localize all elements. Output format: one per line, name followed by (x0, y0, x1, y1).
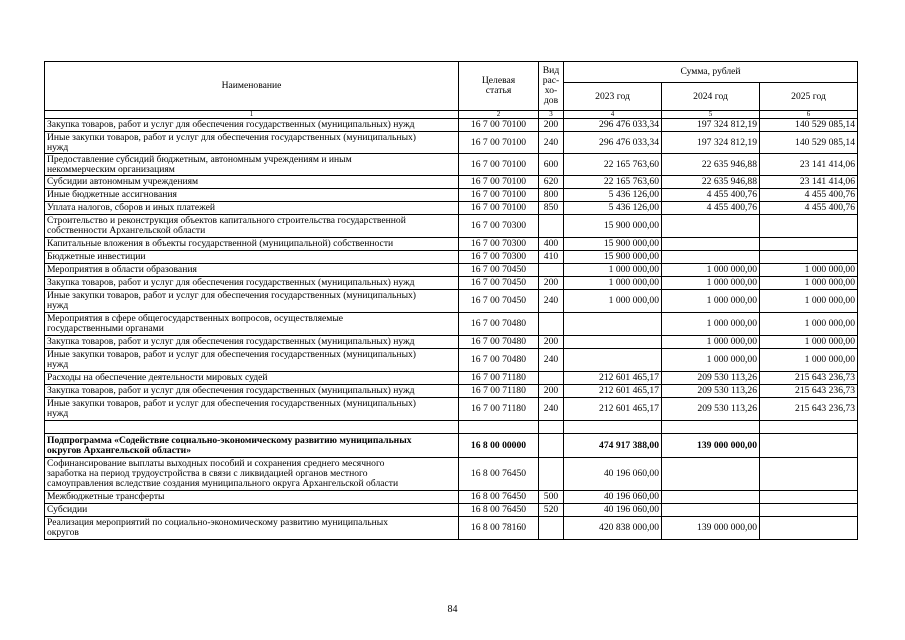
row-expense-kind: 400 (539, 238, 564, 251)
row-name-line: Мероприятия в сфере общегосударственных вопросов, осуществляемые (47, 314, 344, 324)
row-name-line: Закупка товаров, работ и услуг для обеспечения государственных (муниципальных) нужд (47, 278, 415, 288)
row-expense-kind (539, 372, 564, 385)
row-sum-2024: 209 530 113,26 (662, 372, 760, 385)
row-sum-2024 (662, 504, 760, 517)
row-name-line: Иные закупки товаров, работ и услуг для обеспечения государственных (муниципальных) (47, 291, 417, 301)
row-sum-2024: 139 000 000,00 (662, 434, 760, 458)
row-name-line: Закупка товаров, работ и услуг для обеспечения государственных (муниципальных) нужд (47, 120, 415, 130)
row-expense-kind (539, 458, 564, 491)
row-sum-2023: 1 000 000,00 (564, 290, 662, 313)
row-name (45, 517, 459, 540)
row-sum-2025: 215 643 236,73 (760, 398, 858, 421)
row-expense-kind: 200 (539, 277, 564, 290)
table-row (45, 336, 858, 349)
row-name (45, 215, 459, 238)
row-expense-kind: 200 (539, 119, 564, 132)
row-name (45, 434, 459, 458)
row-target-article: 16 7 00 70100 (459, 189, 539, 202)
row-target-article: 16 8 00 78160 (459, 517, 539, 540)
header-kind-line-4: дов (543, 95, 559, 106)
row-expense-kind: 600 (539, 154, 564, 176)
row-sum-2024: 1 000 000,00 (662, 336, 760, 349)
row-name-line: округов (47, 528, 79, 538)
row-sum-2025 (760, 215, 858, 238)
header-year-2025: 2025 год (760, 83, 858, 111)
row-sum-2024: 22 635 946,88 (662, 176, 760, 189)
colnum-1: 1 (45, 111, 459, 119)
header-target-line-2: статья (485, 85, 512, 96)
row-sum-2025: 140 529 085,14 (760, 119, 858, 132)
row-target-article: 16 7 00 70450 (459, 277, 539, 290)
row-sum-2024: 209 530 113,26 (662, 398, 760, 421)
row-sum-2023: 212 601 465,17 (564, 372, 662, 385)
row-sum-2025 (760, 491, 858, 504)
row-target-article: 16 7 00 70450 (459, 290, 539, 313)
row-sum-2024 (662, 251, 760, 264)
table-row (45, 202, 858, 215)
table-row (45, 238, 858, 251)
page-number: 84 (447, 604, 458, 615)
row-name (45, 189, 459, 202)
row-name (45, 385, 459, 398)
row-target-article: 16 7 00 70100 (459, 154, 539, 176)
row-name (45, 176, 459, 189)
row-sum-2023 (564, 313, 662, 336)
row-target-article: 16 7 00 70480 (459, 313, 539, 336)
row-name-line: Расходы на обеспечение деятельности мировых судей (47, 373, 268, 383)
row-sum-2025: 1 000 000,00 (760, 313, 858, 336)
row-sum-2023: 5 436 126,00 (564, 189, 662, 202)
table-row (45, 290, 858, 313)
row-expense-kind (539, 517, 564, 540)
row-sum-2025: 140 529 085,14 (760, 132, 858, 154)
row-name (45, 336, 459, 349)
row-name (45, 491, 459, 504)
row-sum-2025 (760, 458, 858, 491)
row-name-line: Капитальные вложения в объекты государственной (муниципальной) собственности (47, 239, 394, 249)
row-target-article: 16 7 00 70450 (459, 264, 539, 277)
row-sum-2024 (662, 215, 760, 238)
row-name-line: Иные закупки товаров, работ и услуг для обеспечения государственных (муниципальных) (47, 132, 417, 143)
table-row (45, 154, 858, 176)
row-sum-2023: 296 476 033,34 (564, 132, 662, 154)
row-name (45, 398, 459, 421)
table-row (45, 176, 858, 189)
row-name-line: заработка на период трудоустройства в связи с ликвидацией органов местного (47, 469, 368, 479)
row-sum-2025 (760, 421, 858, 434)
row-expense-kind (539, 215, 564, 238)
row-sum-2024: 197 324 812,19 (662, 119, 760, 132)
row-expense-kind: 200 (539, 336, 564, 349)
table-row (45, 119, 858, 132)
row-expense-kind: 620 (539, 176, 564, 189)
row-target-article: 16 7 00 70300 (459, 215, 539, 238)
row-expense-kind (539, 313, 564, 336)
table-row (45, 264, 858, 277)
row-expense-kind: 500 (539, 491, 564, 504)
row-target-article: 16 7 00 70100 (459, 119, 539, 132)
table-row (45, 421, 858, 434)
header-kind-line-1: Вид (542, 65, 560, 76)
table-row (45, 277, 858, 290)
row-name-line: Иные закупки товаров, работ и услуг для обеспечения государственных (муниципальных) (47, 399, 417, 409)
colnum-3: 3 (539, 111, 564, 119)
row-name-line: некоммерческим организациям (47, 164, 175, 175)
row-name (45, 458, 459, 491)
row-name-line: собственности Архангельской области (47, 226, 206, 236)
row-sum-2025: 4 455 400,76 (760, 189, 858, 202)
row-sum-2025: 1 000 000,00 (760, 277, 858, 290)
row-name-line: Закупка товаров, работ и услуг для обеспечения государственных (муниципальных) нужд (47, 386, 415, 396)
row-sum-2023 (564, 336, 662, 349)
row-sum-2025: 1 000 000,00 (760, 349, 858, 372)
table-row (45, 398, 858, 421)
row-target-article: 16 7 00 70100 (459, 176, 539, 189)
row-sum-2024: 1 000 000,00 (662, 264, 760, 277)
row-sum-2023: 40 196 060,00 (564, 491, 662, 504)
row-name-line: Закупка товаров, работ и услуг для обеспечения государственных (муниципальных) нужд (47, 337, 415, 347)
row-sum-2024: 1 000 000,00 (662, 313, 760, 336)
row-expense-kind: 410 (539, 251, 564, 264)
row-target-article: 16 7 00 70480 (459, 336, 539, 349)
row-name (45, 202, 459, 215)
row-sum-2024 (662, 458, 760, 491)
row-expense-kind (539, 421, 564, 434)
row-name (45, 504, 459, 517)
row-sum-2023: 474 917 388,00 (564, 434, 662, 458)
row-name (45, 132, 459, 154)
row-sum-2025 (760, 434, 858, 458)
header-year-2024: 2024 год (662, 83, 760, 111)
row-name-line: Уплата налогов, сборов и иных платежей (47, 203, 216, 213)
row-sum-2024: 4 455 400,76 (662, 189, 760, 202)
colnum-5: 5 (662, 111, 760, 119)
row-sum-2024 (662, 238, 760, 251)
table-row (45, 517, 858, 540)
row-expense-kind: 240 (539, 398, 564, 421)
row-sum-2025: 23 141 414,06 (760, 154, 858, 176)
row-expense-kind: 800 (539, 189, 564, 202)
row-target-article: 16 7 00 70480 (459, 349, 539, 372)
row-name-line: нужд (47, 409, 69, 419)
budget-table (44, 61, 858, 540)
row-sum-2025: 4 455 400,76 (760, 202, 858, 215)
row-expense-kind: 850 (539, 202, 564, 215)
row-expense-kind: 200 (539, 385, 564, 398)
row-sum-2023: 212 601 465,17 (564, 385, 662, 398)
row-target-article: 16 7 00 71180 (459, 372, 539, 385)
row-expense-kind: 240 (539, 132, 564, 154)
row-name (45, 290, 459, 313)
header-name: Наименование (45, 62, 459, 111)
row-expense-kind (539, 264, 564, 277)
row-name-line: нужд (47, 142, 69, 153)
colnum-6: 6 (760, 111, 858, 119)
row-target-article: 16 8 00 00000 (459, 434, 539, 458)
header-expense-kind (539, 62, 564, 111)
row-target-article: 16 7 00 71180 (459, 398, 539, 421)
header-kind-line-3: хо- (544, 85, 558, 96)
table-row (45, 251, 858, 264)
row-sum-2024: 209 530 113,26 (662, 385, 760, 398)
row-sum-2023: 15 900 000,00 (564, 238, 662, 251)
row-expense-kind: 240 (539, 349, 564, 372)
row-name-line: Бюджетные инвестиции (47, 252, 146, 262)
row-name (45, 313, 459, 336)
row-sum-2023: 420 838 000,00 (564, 517, 662, 540)
header-year-2023: 2023 год (564, 83, 662, 111)
row-name-line: Софинансирование выплаты выходных пособий и сохранения среднего месячного (47, 459, 385, 469)
row-sum-2024: 22 635 946,88 (662, 154, 760, 176)
row-name-line: Субсидии автономным учреждениям (47, 177, 199, 187)
row-target-article (459, 421, 539, 434)
row-target-article: 16 8 00 76450 (459, 491, 539, 504)
row-name-line: нужд (47, 360, 69, 370)
row-sum-2023: 1 000 000,00 (564, 264, 662, 277)
table-row (45, 372, 858, 385)
row-name-line: Строительство и реконструкция объектов капитального строительства государственной (47, 216, 406, 226)
table-row (45, 313, 858, 336)
row-sum-2023: 5 436 126,00 (564, 202, 662, 215)
row-name (45, 238, 459, 251)
row-sum-2024: 197 324 812,19 (662, 132, 760, 154)
row-name-line: самоуправления вследствие создания муниципального округа Архангельской области (47, 479, 399, 489)
row-sum-2025 (760, 251, 858, 264)
table-row (45, 349, 858, 372)
header-target-line-1: Целевая (481, 75, 516, 86)
row-name-line: Мероприятия в области образования (47, 265, 197, 275)
row-sum-2023: 15 900 000,00 (564, 215, 662, 238)
row-target-article: 16 7 00 70300 (459, 238, 539, 251)
row-target-article: 16 7 00 70300 (459, 251, 539, 264)
row-name-line: нужд (47, 301, 69, 311)
row-sum-2023: 40 196 060,00 (564, 504, 662, 517)
row-target-article: 16 8 00 76450 (459, 458, 539, 491)
row-name (45, 421, 459, 434)
row-sum-2025 (760, 504, 858, 517)
row-name (45, 349, 459, 372)
row-name-line: Субсидии (47, 505, 88, 515)
row-name (45, 154, 459, 176)
row-name-line: Реализация мероприятий по социально-экономическому развитию муниципальных (47, 518, 389, 528)
row-sum-2025: 1 000 000,00 (760, 264, 858, 277)
row-name (45, 251, 459, 264)
table-row (45, 458, 858, 491)
row-name (45, 277, 459, 290)
row-name (45, 264, 459, 277)
row-name (45, 119, 459, 132)
row-sum-2023: 22 165 763,60 (564, 176, 662, 189)
row-name-line: Иные закупки товаров, работ и услуг для обеспечения государственных (муниципальных) (47, 350, 417, 360)
row-target-article: 16 7 00 70100 (459, 132, 539, 154)
row-sum-2025: 1 000 000,00 (760, 290, 858, 313)
row-target-article: 16 7 00 71180 (459, 385, 539, 398)
table-row (45, 491, 858, 504)
row-sum-2023 (564, 421, 662, 434)
row-target-article: 16 7 00 70100 (459, 202, 539, 215)
row-sum-2025: 23 141 414,06 (760, 176, 858, 189)
table-row (45, 215, 858, 238)
colnum-2: 2 (459, 111, 539, 119)
row-sum-2024: 1 000 000,00 (662, 277, 760, 290)
row-name (45, 372, 459, 385)
row-name-line: Предоставление субсидий бюджетным, автономным учреждениям и иным (47, 154, 352, 165)
row-name-line: округов Архангельской области» (47, 445, 191, 456)
row-sum-2024: 139 000 000,00 (662, 517, 760, 540)
header-sum: Сумма, рублей (564, 62, 858, 83)
row-sum-2023: 40 196 060,00 (564, 458, 662, 491)
row-sum-2024: 1 000 000,00 (662, 290, 760, 313)
row-sum-2023 (564, 349, 662, 372)
row-sum-2023: 296 476 033,34 (564, 119, 662, 132)
table-row (45, 189, 858, 202)
row-sum-2024: 1 000 000,00 (662, 349, 760, 372)
row-name-line: Подпрограмма «Содействие социально-экономическому развитию муниципальных (47, 435, 412, 446)
row-sum-2025 (760, 238, 858, 251)
row-expense-kind: 520 (539, 504, 564, 517)
row-name-line: Межбюджетные трансферты (47, 492, 165, 502)
row-sum-2025 (760, 517, 858, 540)
row-expense-kind (539, 434, 564, 458)
row-sum-2024 (662, 491, 760, 504)
row-name-line: государственными органами (47, 324, 164, 334)
row-target-article: 16 8 00 76450 (459, 504, 539, 517)
row-sum-2023: 1 000 000,00 (564, 277, 662, 290)
row-sum-2024: 4 455 400,76 (662, 202, 760, 215)
table-row (45, 504, 858, 517)
colnum-4: 4 (564, 111, 662, 119)
row-sum-2025: 215 643 236,73 (760, 385, 858, 398)
header-kind-line-2: рас- (542, 75, 560, 86)
row-sum-2023: 15 900 000,00 (564, 251, 662, 264)
header-target-article (459, 62, 539, 111)
row-expense-kind: 240 (539, 290, 564, 313)
row-sum-2023: 22 165 763,60 (564, 154, 662, 176)
table-row (45, 132, 858, 154)
row-sum-2025: 215 643 236,73 (760, 372, 858, 385)
row-name-line: Иные бюджетные ассигнования (47, 190, 177, 200)
table-row (45, 385, 858, 398)
table-row (45, 434, 858, 458)
row-sum-2024 (662, 421, 760, 434)
row-sum-2025: 1 000 000,00 (760, 336, 858, 349)
row-sum-2023: 212 601 465,17 (564, 398, 662, 421)
